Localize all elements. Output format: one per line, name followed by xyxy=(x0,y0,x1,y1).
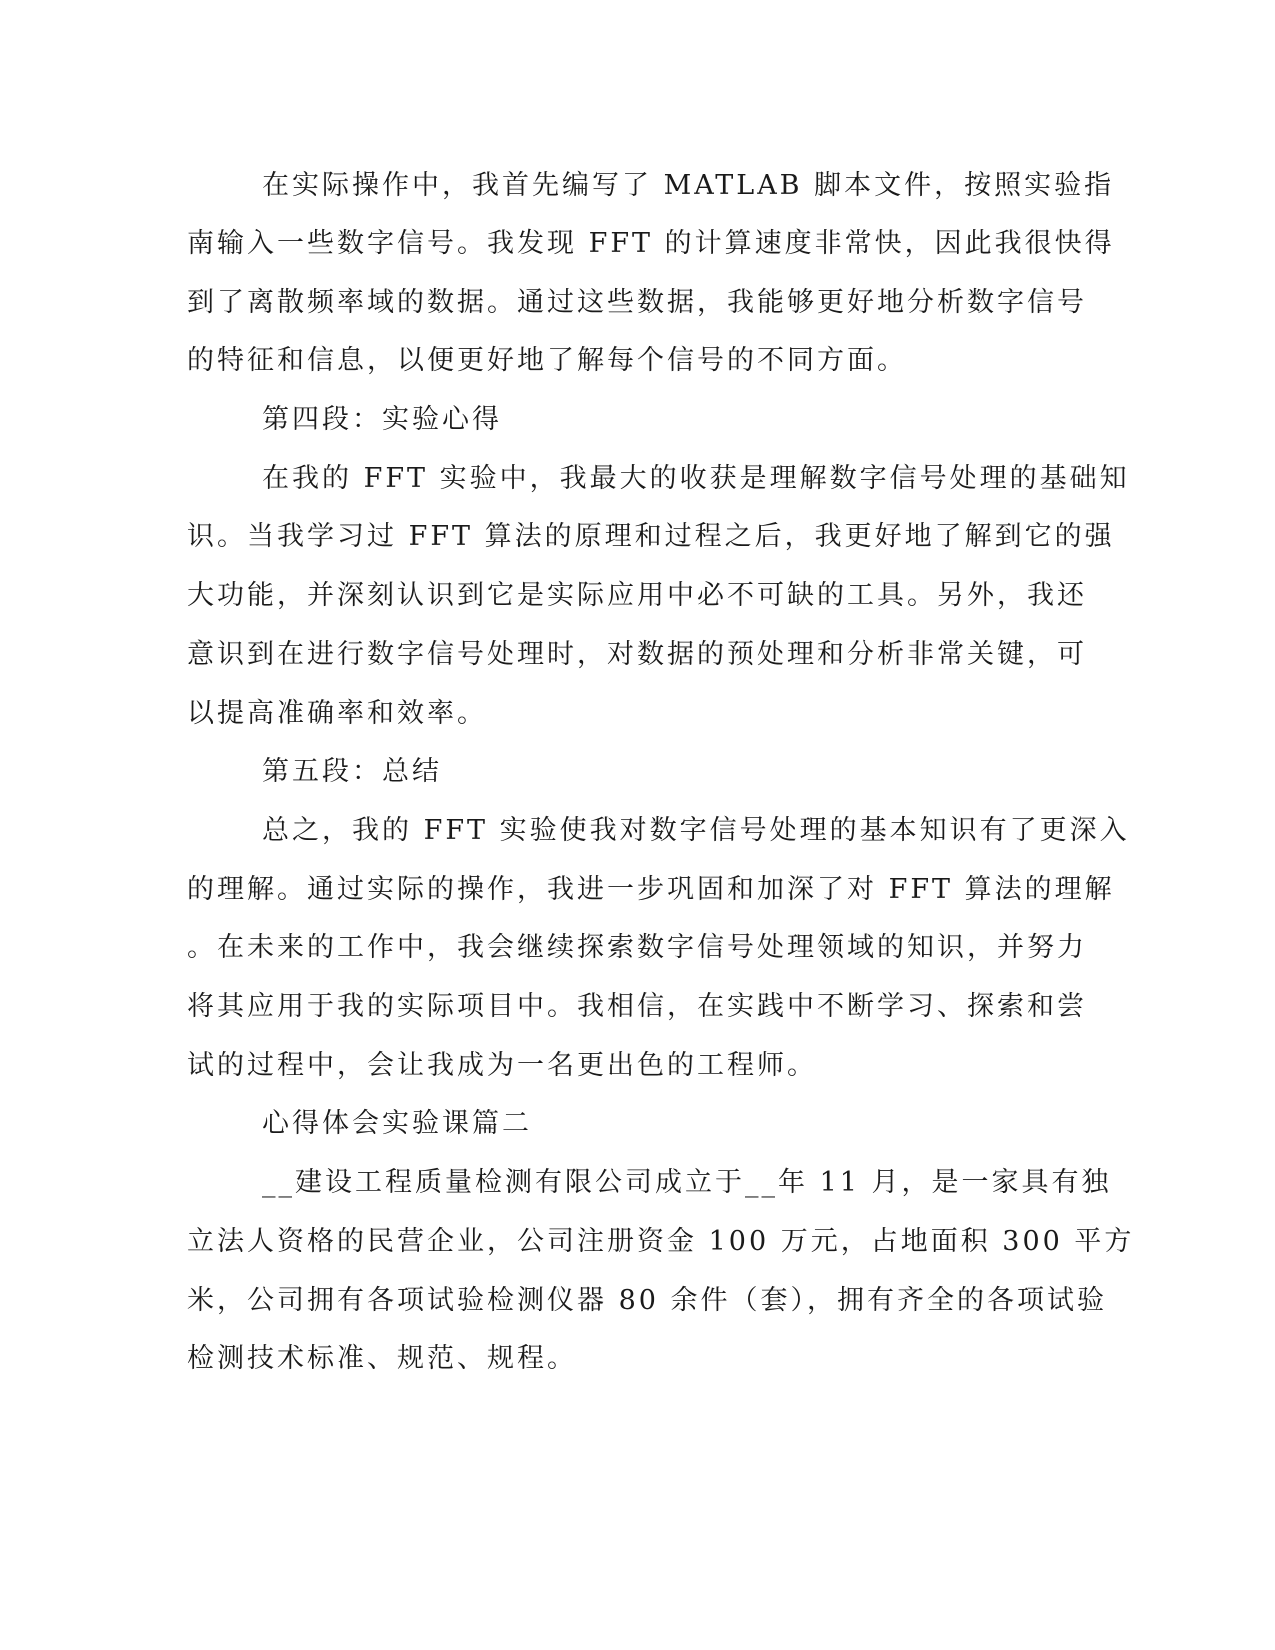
paragraph-line: __建设工程质量检测有限公司成立于__年 11 月，是一家具有独 xyxy=(262,1167,1112,1198)
paragraph-line: 大功能，并深刻认识到它是实际应用中必不可缺的工具。另外，我还 xyxy=(187,580,1087,611)
paragraph-line: 米，公司拥有各项试验检测仪器 80 余件（套），拥有齐全的各项试验 xyxy=(187,1285,1108,1316)
section-heading: 心得体会实验课篇二 xyxy=(262,1108,532,1139)
paragraph-line: 。在未来的工作中，我会继续探索数字信号处理领域的知识，并努力 xyxy=(187,932,1087,963)
paragraph-line: 将其应用于我的实际项目中。我相信，在实践中不断学习、探索和尝 xyxy=(187,991,1087,1022)
paragraph-line: 到了离散频率域的数据。通过这些数据，我能够更好地分析数字信号 xyxy=(187,287,1087,318)
paragraph-line: 识。当我学习过 FFT 算法的原理和过程之后，我更好地了解到它的强 xyxy=(187,521,1115,552)
paragraph-line: 总之，我的 FFT 实验使我对数字信号处理的基本知识有了更深入 xyxy=(262,815,1130,846)
paragraph-line: 的理解。通过实际的操作，我进一步巩固和加深了对 FFT 算法的理解 xyxy=(187,874,1115,905)
paragraph-line: 的特征和信息，以便更好地了解每个信号的不同方面。 xyxy=(187,345,907,376)
paragraph-line: 在我的 FFT 实验中，我最大的收获是理解数字信号处理的基础知 xyxy=(262,463,1130,494)
paragraph-line: 试的过程中，会让我成为一名更出色的工程师。 xyxy=(187,1050,817,1081)
paragraph-line: 以提高准确率和效率。 xyxy=(187,698,487,729)
paragraph-line: 在实际操作中，我首先编写了 MATLAB 脚本文件，按照实验指 xyxy=(262,170,1115,201)
paragraph-line: 检测技术标准、规范、规程。 xyxy=(187,1343,577,1374)
paragraph-line: 立法人资格的民营企业，公司注册资金 100 万元，占地面积 300 平方 xyxy=(187,1226,1135,1257)
section-heading: 第五段：总结 xyxy=(262,756,442,787)
paragraph-line: 意识到在进行数字信号处理时，对数据的预处理和分析非常关键，可 xyxy=(187,639,1087,670)
paragraph-line: 南输入一些数字信号。我发现 FFT 的计算速度非常快，因此我很快得 xyxy=(187,228,1115,259)
section-heading: 第四段：实验心得 xyxy=(262,404,502,435)
